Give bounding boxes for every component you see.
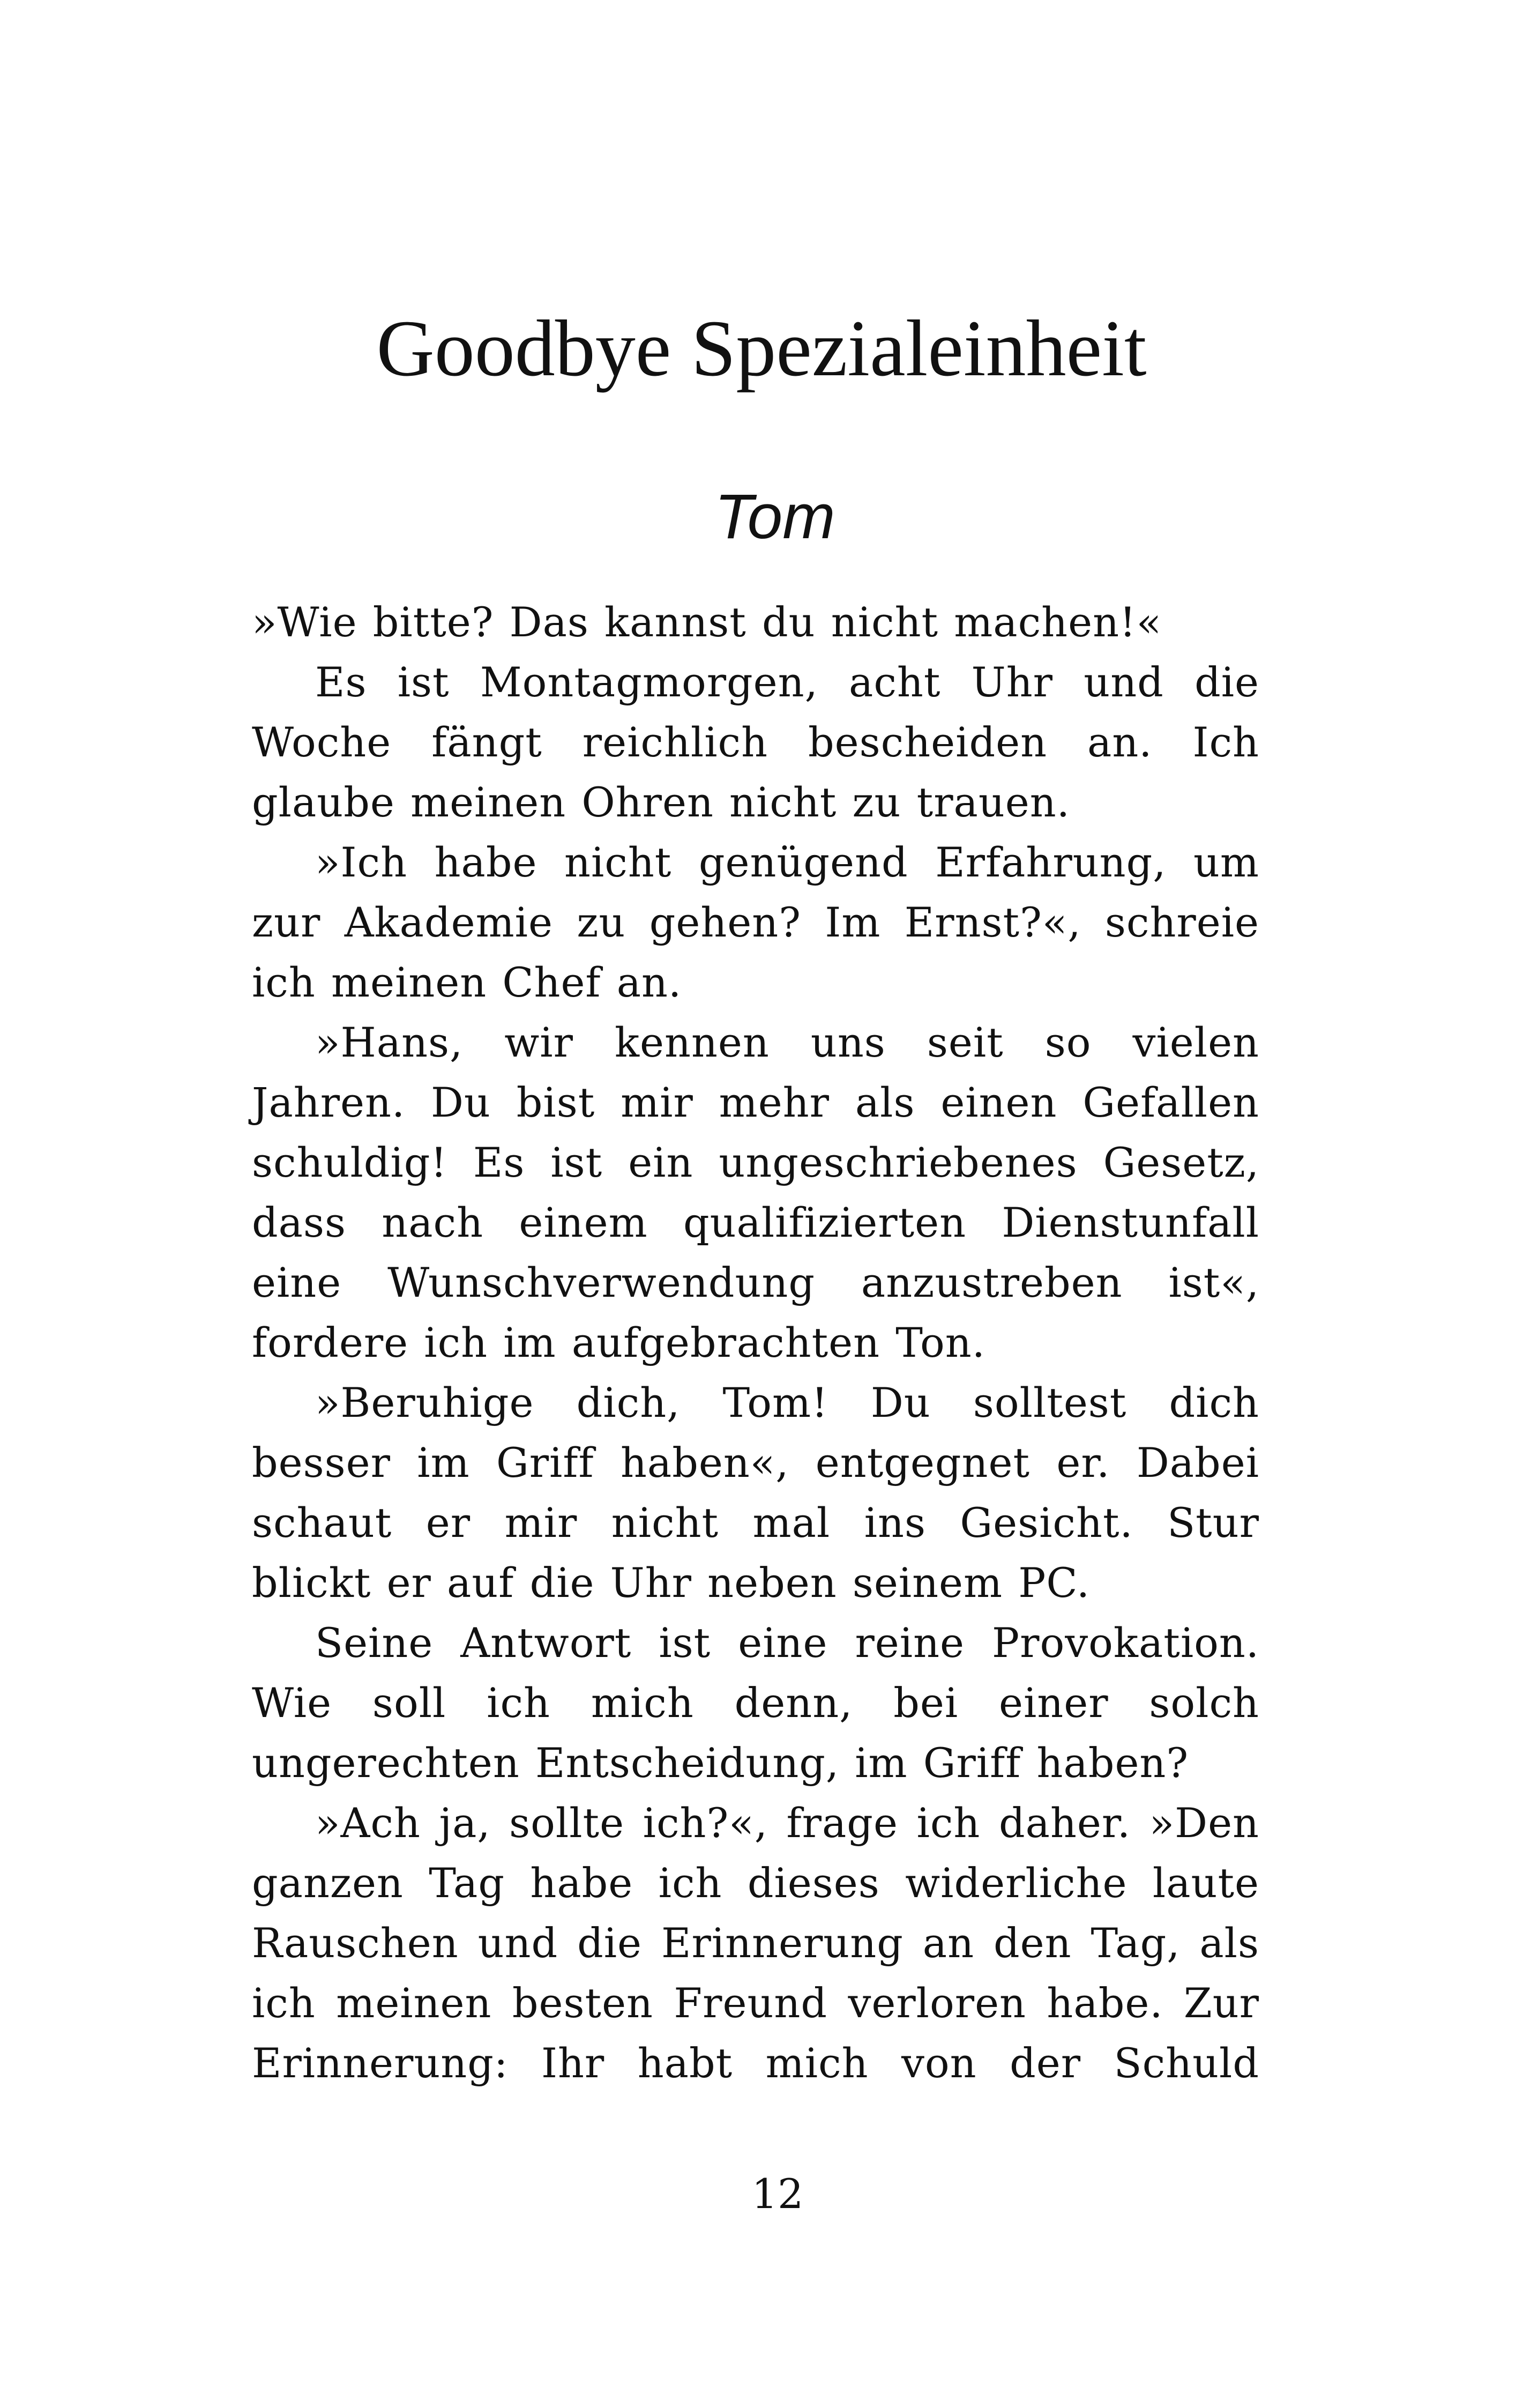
text-line: besser im Griff haben«, entgegnet er. Dabei xyxy=(252,1439,1259,1487)
chapter-title: Goodbye Spezialeinheit xyxy=(376,304,1147,393)
text-line: schuldig! Es ist ein ungeschriebenes Gesetz, xyxy=(252,1139,1259,1186)
text-line: »Ach ja, sollte ich?«, frage ich daher. »Den xyxy=(315,1799,1259,1847)
text-line: dass nach einem qualifizierten Dienstunfall xyxy=(252,1199,1259,1246)
text-line: Wie soll ich mich denn, bei einer solch xyxy=(252,1679,1259,1727)
text-line: ganzen Tag habe ich dieses widerliche laute xyxy=(252,1859,1259,1907)
text-line: Es ist Montagmorgen, acht Uhr und die xyxy=(315,658,1259,706)
text-line: Jahren. Du bist mir mehr als einen Gefallen xyxy=(252,1079,1259,1126)
text-line: eine Wunschverwendung anzustreben ist«, xyxy=(252,1259,1259,1306)
text-line: ich meinen Chef an. xyxy=(252,958,682,1006)
text-line: schaut er mir nicht mal ins Gesicht. Stur xyxy=(252,1499,1259,1547)
text-line: Rauschen und die Erinnerung an den Tag, als xyxy=(252,1919,1259,1967)
pov-character-heading: Tom xyxy=(714,481,835,552)
text-line: ich meinen besten Freund verloren habe. Zur xyxy=(252,1979,1259,2027)
text-line: glaube meinen Ohren nicht zu trauen. xyxy=(252,778,1070,826)
text-line: »Beruhige dich, Tom! Du solltest dich xyxy=(315,1379,1259,1426)
text-line: »Hans, wir kennen uns seit so vielen xyxy=(315,1019,1259,1066)
body-text xyxy=(252,592,1259,2093)
text-line: Seine Antwort ist eine reine Provokation. xyxy=(315,1619,1259,1667)
text-line: zur Akademie zu gehen? Im Ernst?«, schreie xyxy=(252,898,1259,946)
text-line: Erinnerung: Ihr habt mich von der Schuld xyxy=(252,2039,1259,2087)
text-line: »Wie bitte? Das kannst du nicht machen!« xyxy=(252,598,1162,646)
text-line: blickt er auf die Uhr neben seinem PC. xyxy=(252,1559,1090,1607)
text-line: fordere ich im aufgebrachten Ton. xyxy=(252,1319,986,1366)
text-line: ungerechten Entscheidung, im Griff haben? xyxy=(252,1739,1189,1787)
text-line: Woche fängt reichlich bescheiden an. Ich xyxy=(252,718,1259,766)
page-number: 12 xyxy=(751,2170,804,2218)
text-line: »Ich habe nicht genügend Erfahrung, um xyxy=(315,838,1259,886)
